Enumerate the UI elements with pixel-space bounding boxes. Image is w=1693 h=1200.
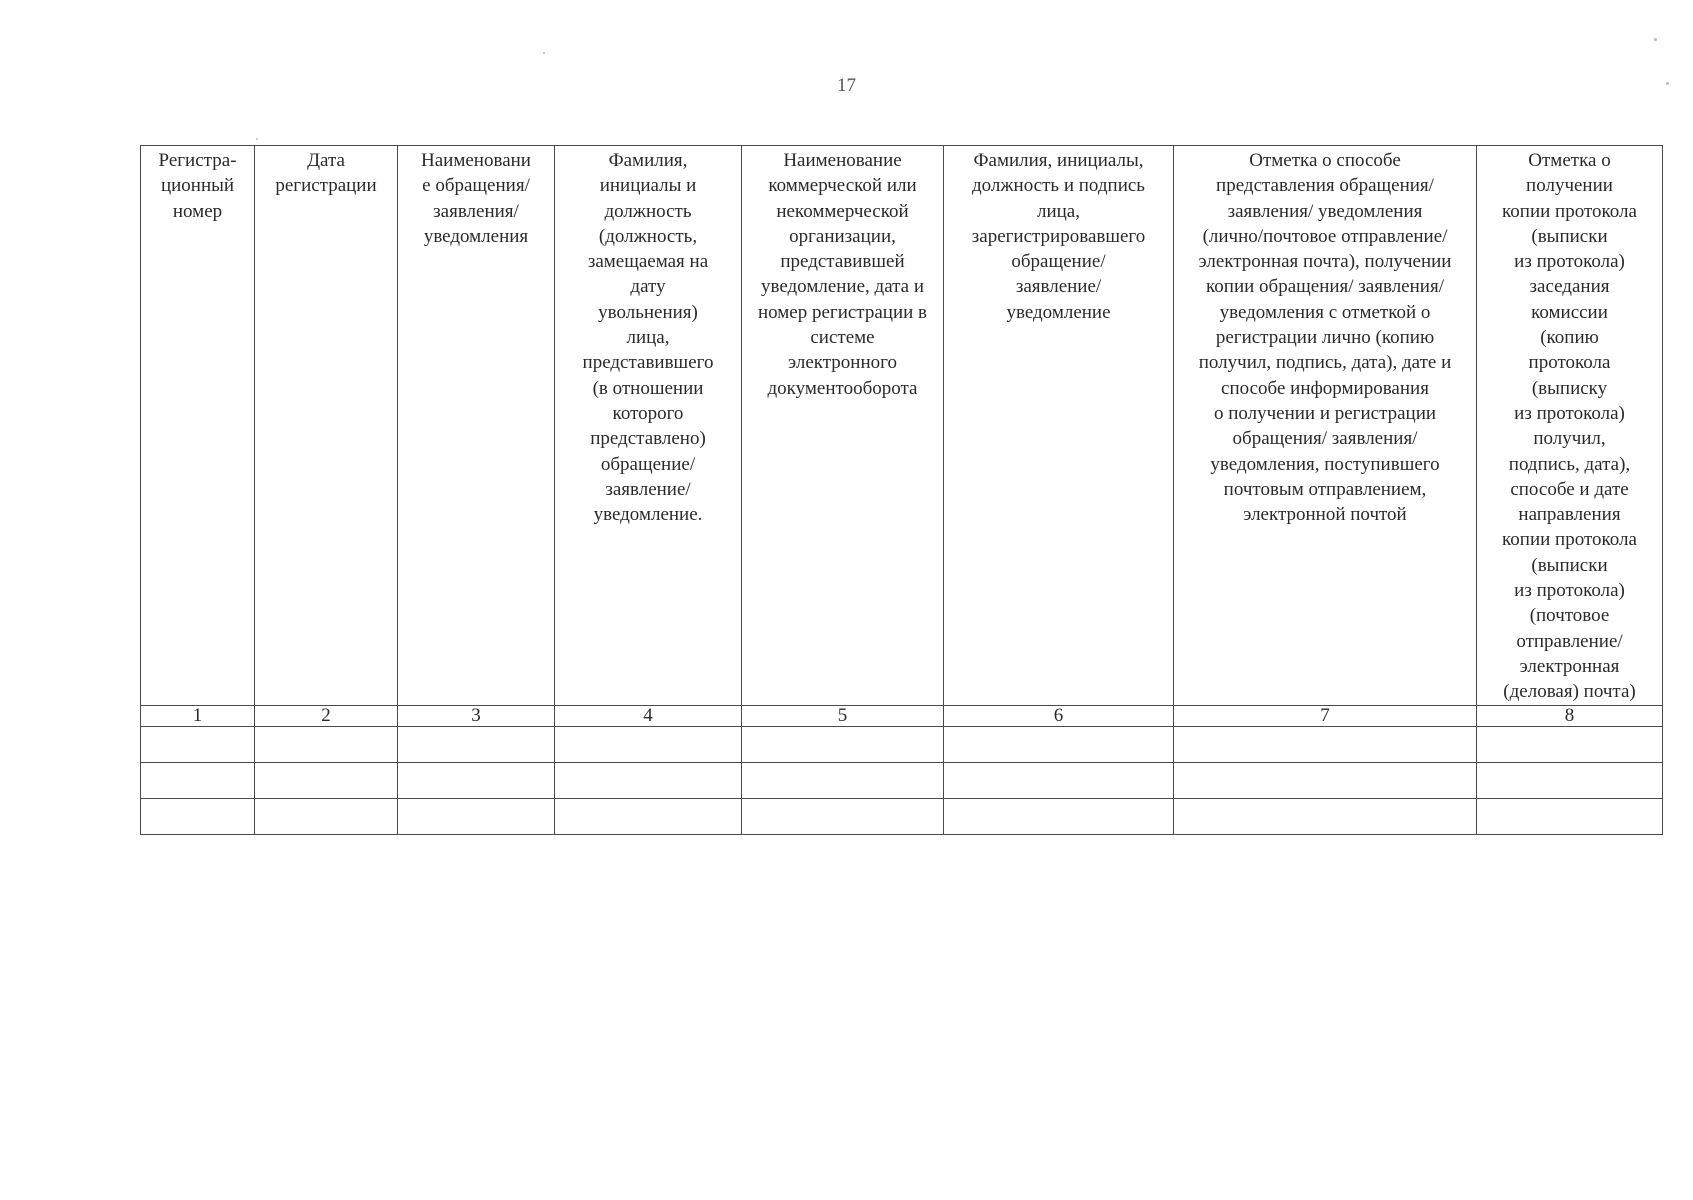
empty-cell [555,726,742,762]
empty-cell [742,798,944,834]
empty-cell [742,726,944,762]
scan-speck [543,52,545,54]
scan-speck [1654,38,1657,41]
header-submission-method-note: Отметка о способе представления обращения/ заявления/ уведомления (лично/почтовое отправление/ электронная почта), получении копии обращения/ заявления/ уведомления с отметкой о регистрации лично (копию получил, подпись, дата), дате и способе информирования о получении и регистрации обращения/ заявления/ уведомления, поступившего почтовым отправлением, электронной почтой [1174,146,1477,706]
empty-cell [141,798,255,834]
empty-cell [255,762,398,798]
empty-cell [1174,726,1477,762]
column-number: 5 [742,705,944,726]
header-organization: Наименование коммерческой или некоммерческой организации, представившей уведомление, дата и номер регистрации в системе электронного документооборота [742,146,944,706]
column-number: 3 [398,705,555,726]
empty-cell [255,726,398,762]
column-number: 4 [555,705,742,726]
table-row [141,726,1663,762]
table-row [141,798,1663,834]
empty-cell [944,798,1174,834]
table-header-row [141,146,1663,706]
column-number: 7 [1174,705,1477,726]
scan-speck [256,138,258,140]
table-row [141,762,1663,798]
header-submitter-name: Фамилия, инициалы и должность (должность, замещаемая на дату увольнения) лица, представившего (в отношении которого представлено) обращение/ заявление/ уведомление. [555,146,742,706]
empty-cell [141,726,255,762]
header-registrar-name: Фамилия, инициалы, должность и подпись лица, зарегистрировавшего обращение/ заявление/ уведомление [944,146,1174,706]
empty-cell [944,726,1174,762]
column-number: 1 [141,705,255,726]
empty-cell [398,726,555,762]
column-number: 8 [1477,705,1663,726]
empty-cell [555,798,742,834]
page-number: 17 [837,75,856,96]
header-registration-number: Регистра- ционный номер [141,146,255,706]
empty-cell [1477,762,1663,798]
empty-cell [1477,726,1663,762]
empty-cell [742,762,944,798]
empty-cell [555,762,742,798]
empty-cell [1174,798,1477,834]
empty-cell [255,798,398,834]
column-number-row [141,705,1663,726]
column-number: 2 [255,705,398,726]
header-document-name: Наименовани е обращения/ заявления/ уведомления [398,146,555,706]
column-number: 6 [944,705,1174,726]
empty-cell [1174,762,1477,798]
empty-cell [944,762,1174,798]
header-registration-date: Дата регистрации [255,146,398,706]
registration-journal-table [140,145,1663,835]
empty-cell [398,762,555,798]
header-protocol-copy-note: Отметка о получении копии протокола (выписки из протокола) заседания комиссии (копию протокола (выписку из протокола) получил, подпись, дата), способе и дате направления копии протокола (выписки из протокола) (почтовое отправление/ электронная (деловая) почта) [1477,146,1663,706]
empty-cell [141,762,255,798]
empty-cell [398,798,555,834]
scan-speck [1666,82,1669,85]
empty-cell [1477,798,1663,834]
